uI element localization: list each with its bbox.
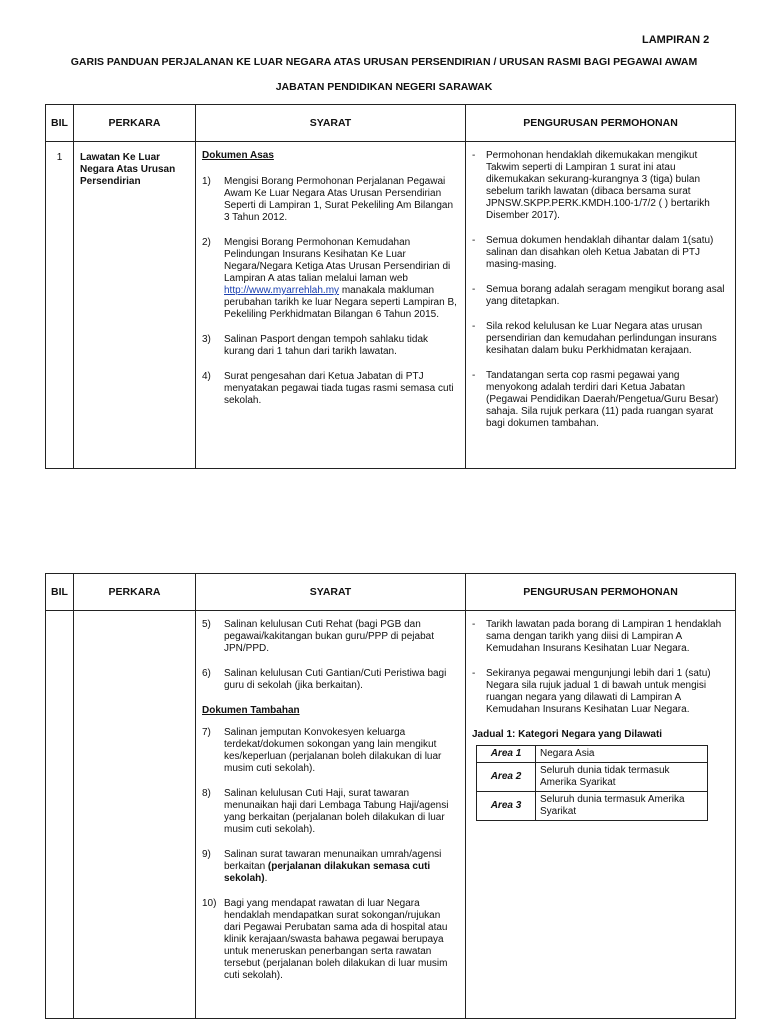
col-header-perkara: PERKARA bbox=[74, 574, 196, 611]
jadual-title: Jadual 1: Kategori Negara yang Dilawati bbox=[472, 729, 663, 740]
list-item: 2) Mengisi Borang Permohonan Kemudahan Pelindungan Insurans Kesihatan Ke Luar Negara/Negara Ketiga Atas Urusan Persendirian di Lampiran A atas talian melalui laman web http://www.myarrehlah.my manakala makluman perubahan tarikh ke luar Negara seperti Lampiran B, Pekeliling Perkhidmatan Bilangan 6 Tahun 2015. bbox=[202, 237, 457, 320]
area-table bbox=[476, 745, 708, 821]
document-title: GARIS PANDUAN PERJALANAN KE LUAR NEGARA ATAS URUSAN PERSENDIRIAN / URUSAN RASMI BAGI PEGAWAI AWAM bbox=[70, 56, 698, 68]
list-item: 7) Salinan jemputan Konvokesyen keluarga terdekat/dokumen sokongan yang lain mengikut kes/keperluan (perjalanan boleh dilakukan di luar musim cuti sekolah). bbox=[202, 727, 442, 774]
syarat-cell bbox=[196, 142, 466, 469]
col-header-pengurusan: PENGURUSAN PERMOHONAN bbox=[466, 105, 736, 142]
pengurusan-cell bbox=[466, 611, 736, 1019]
syarat-cell bbox=[196, 611, 466, 1019]
table-row: Area 2 Seluruh dunia tidak termasuk Amerika Syarikat bbox=[477, 763, 708, 792]
table-row: Area 3 Seluruh dunia termasuk Amerika Syarikat bbox=[477, 792, 708, 821]
list-item: 1) Mengisi Borang Permohonan Perjalanan Pegawai Awam Ke Luar Negara Atas Urusan Persendirian Seperti di Lampiran 1, Surat Pekeliling Am Bilangan 3 Tahun 2012. bbox=[202, 176, 454, 223]
list-item: - Permohonan hendaklah dikemukakan mengikut Takwim seperti di Lampiran 1 surat ini atau dikemukakan sekurang-kurangnya 3 (tiga) bulan sebelum tarikh lawatan (dibaca bersama surat JPNSW.SKPP.PERK.KMDH.100-1/7/2 ( ) bertarikh Disember 2017). bbox=[472, 150, 710, 221]
table-header-row bbox=[46, 105, 736, 142]
table-row: Area 1 Negara Asia bbox=[477, 746, 708, 763]
table-header-row bbox=[46, 574, 736, 611]
dokumen-tambahan-heading: Dokumen Tambahan bbox=[202, 705, 300, 716]
list-item: 5) Salinan kelulusan Cuti Rehat (bagi PGB dan pegawai/kakitangan bukan guru/PPP di pejabat JPN/PPD. bbox=[202, 619, 434, 654]
bil-cell: 1 bbox=[46, 142, 74, 469]
dokumen-asas-heading: Dokumen Asas bbox=[202, 150, 274, 161]
document-subtitle: JABATAN PENDIDIKAN NEGERI SARAWAK bbox=[275, 81, 493, 93]
guideline-table-2 bbox=[45, 573, 736, 1019]
col-header-bil: BIL bbox=[46, 105, 74, 142]
list-item: 4) Surat pengesahan dari Ketua Jabatan di PTJ menyatakan pegawai tiada tugas rasmi semasa cuti sekolah. bbox=[202, 371, 454, 406]
guideline-table-1 bbox=[45, 104, 736, 469]
col-header-syarat: SYARAT bbox=[196, 574, 466, 611]
list-item: 6) Salinan kelulusan Cuti Gantian/Cuti Peristiwa bagi guru di sekolah (jika berkaitan). bbox=[202, 668, 447, 691]
list-item: - Semua dokumen hendaklah dihantar dalam 1(satu) salinan dan disahkan oleh Ketua Jabatan di PTJ masing-masing. bbox=[472, 235, 714, 270]
list-item: - Sekiranya pegawai mengunjungi lebih dari 1 (satu) Negara sila rujuk jadual 1 di bawah untuk mengisi ruangan negara yang dilawati di Lampiran A Kemudahan Insurans Kesihatan Luar Negara. bbox=[472, 668, 711, 715]
lampiran-label: LAMPIRAN 2 bbox=[642, 34, 710, 46]
list-item: 3) Salinan Pasport dengan tempoh sahlaku tidak kurang dari 1 tahun dari tarikh lawatan. bbox=[202, 334, 429, 357]
list-item: 10) Bagi yang mendapat rawatan di luar Negara hendaklah mendapatkan surat sokongan/rujukan dari Pegawai Perubatan sama ada di hospital atau klinik kerajaan/swasta bahawa pegawai berupaya untuk meneruskan penerbangan serta rawatan tersebut (perjalanan boleh dilakukan di luar musim cuti sekolah). bbox=[202, 898, 448, 981]
list-item: - Tarikh lawatan pada borang di Lampiran 1 hendaklah sama dengan tarikh yang diisi di Lampiran A Kemudahan Insurans Kesihatan Luar Negara. bbox=[472, 619, 722, 654]
list-item: 9) Salinan surat tawaran menunaikan umrah/agensi berkaitan (perjalanan dilakukan semasa cuti sekolah). bbox=[202, 849, 442, 884]
perkara-cell bbox=[74, 611, 196, 1019]
col-header-bil: BIL bbox=[46, 574, 74, 611]
list-item: - Tandatangan serta cop rasmi pegawai yang menyokong adalah terdiri dari Ketua Jabatan (Pegawai Pendidikan Daerah/Pengetua/Guru Besar) sahaja. Sila rujuk perkara (11) pada ruangan syarat bagi dokumen tambahan. bbox=[472, 370, 719, 429]
list-item: 8) Salinan kelulusan Cuti Haji, surat tawaran menunaikan haji dari Lembaga Tabung Haji/agensi yang berkaitan (perjalanan boleh dilakukan di luar musim cuti sekolah). bbox=[202, 788, 449, 835]
table-row bbox=[46, 611, 736, 1019]
myarrehlah-link[interactable]: http://www.myarrehlah.my bbox=[224, 285, 340, 296]
list-item: - Sila rekod kelulusan ke Luar Negara atas urusan persendirian dan kemudahan perlindungan insurans kesihatan dalam buku Perkhidmatan kerajaan. bbox=[472, 321, 717, 356]
bil-cell bbox=[46, 611, 74, 1019]
col-header-pengurusan: PENGURUSAN PERMOHONAN bbox=[466, 574, 736, 611]
col-header-syarat: SYARAT bbox=[196, 105, 466, 142]
col-header-perkara: PERKARA bbox=[74, 105, 196, 142]
perkara-cell: Lawatan Ke Luar Negara Atas Urusan Persendirian bbox=[74, 142, 196, 469]
pengurusan-cell bbox=[466, 142, 736, 469]
table-row bbox=[46, 142, 736, 469]
list-item: - Semua borang adalah seragam mengikut borang asal yang ditetapkan. bbox=[472, 284, 725, 307]
